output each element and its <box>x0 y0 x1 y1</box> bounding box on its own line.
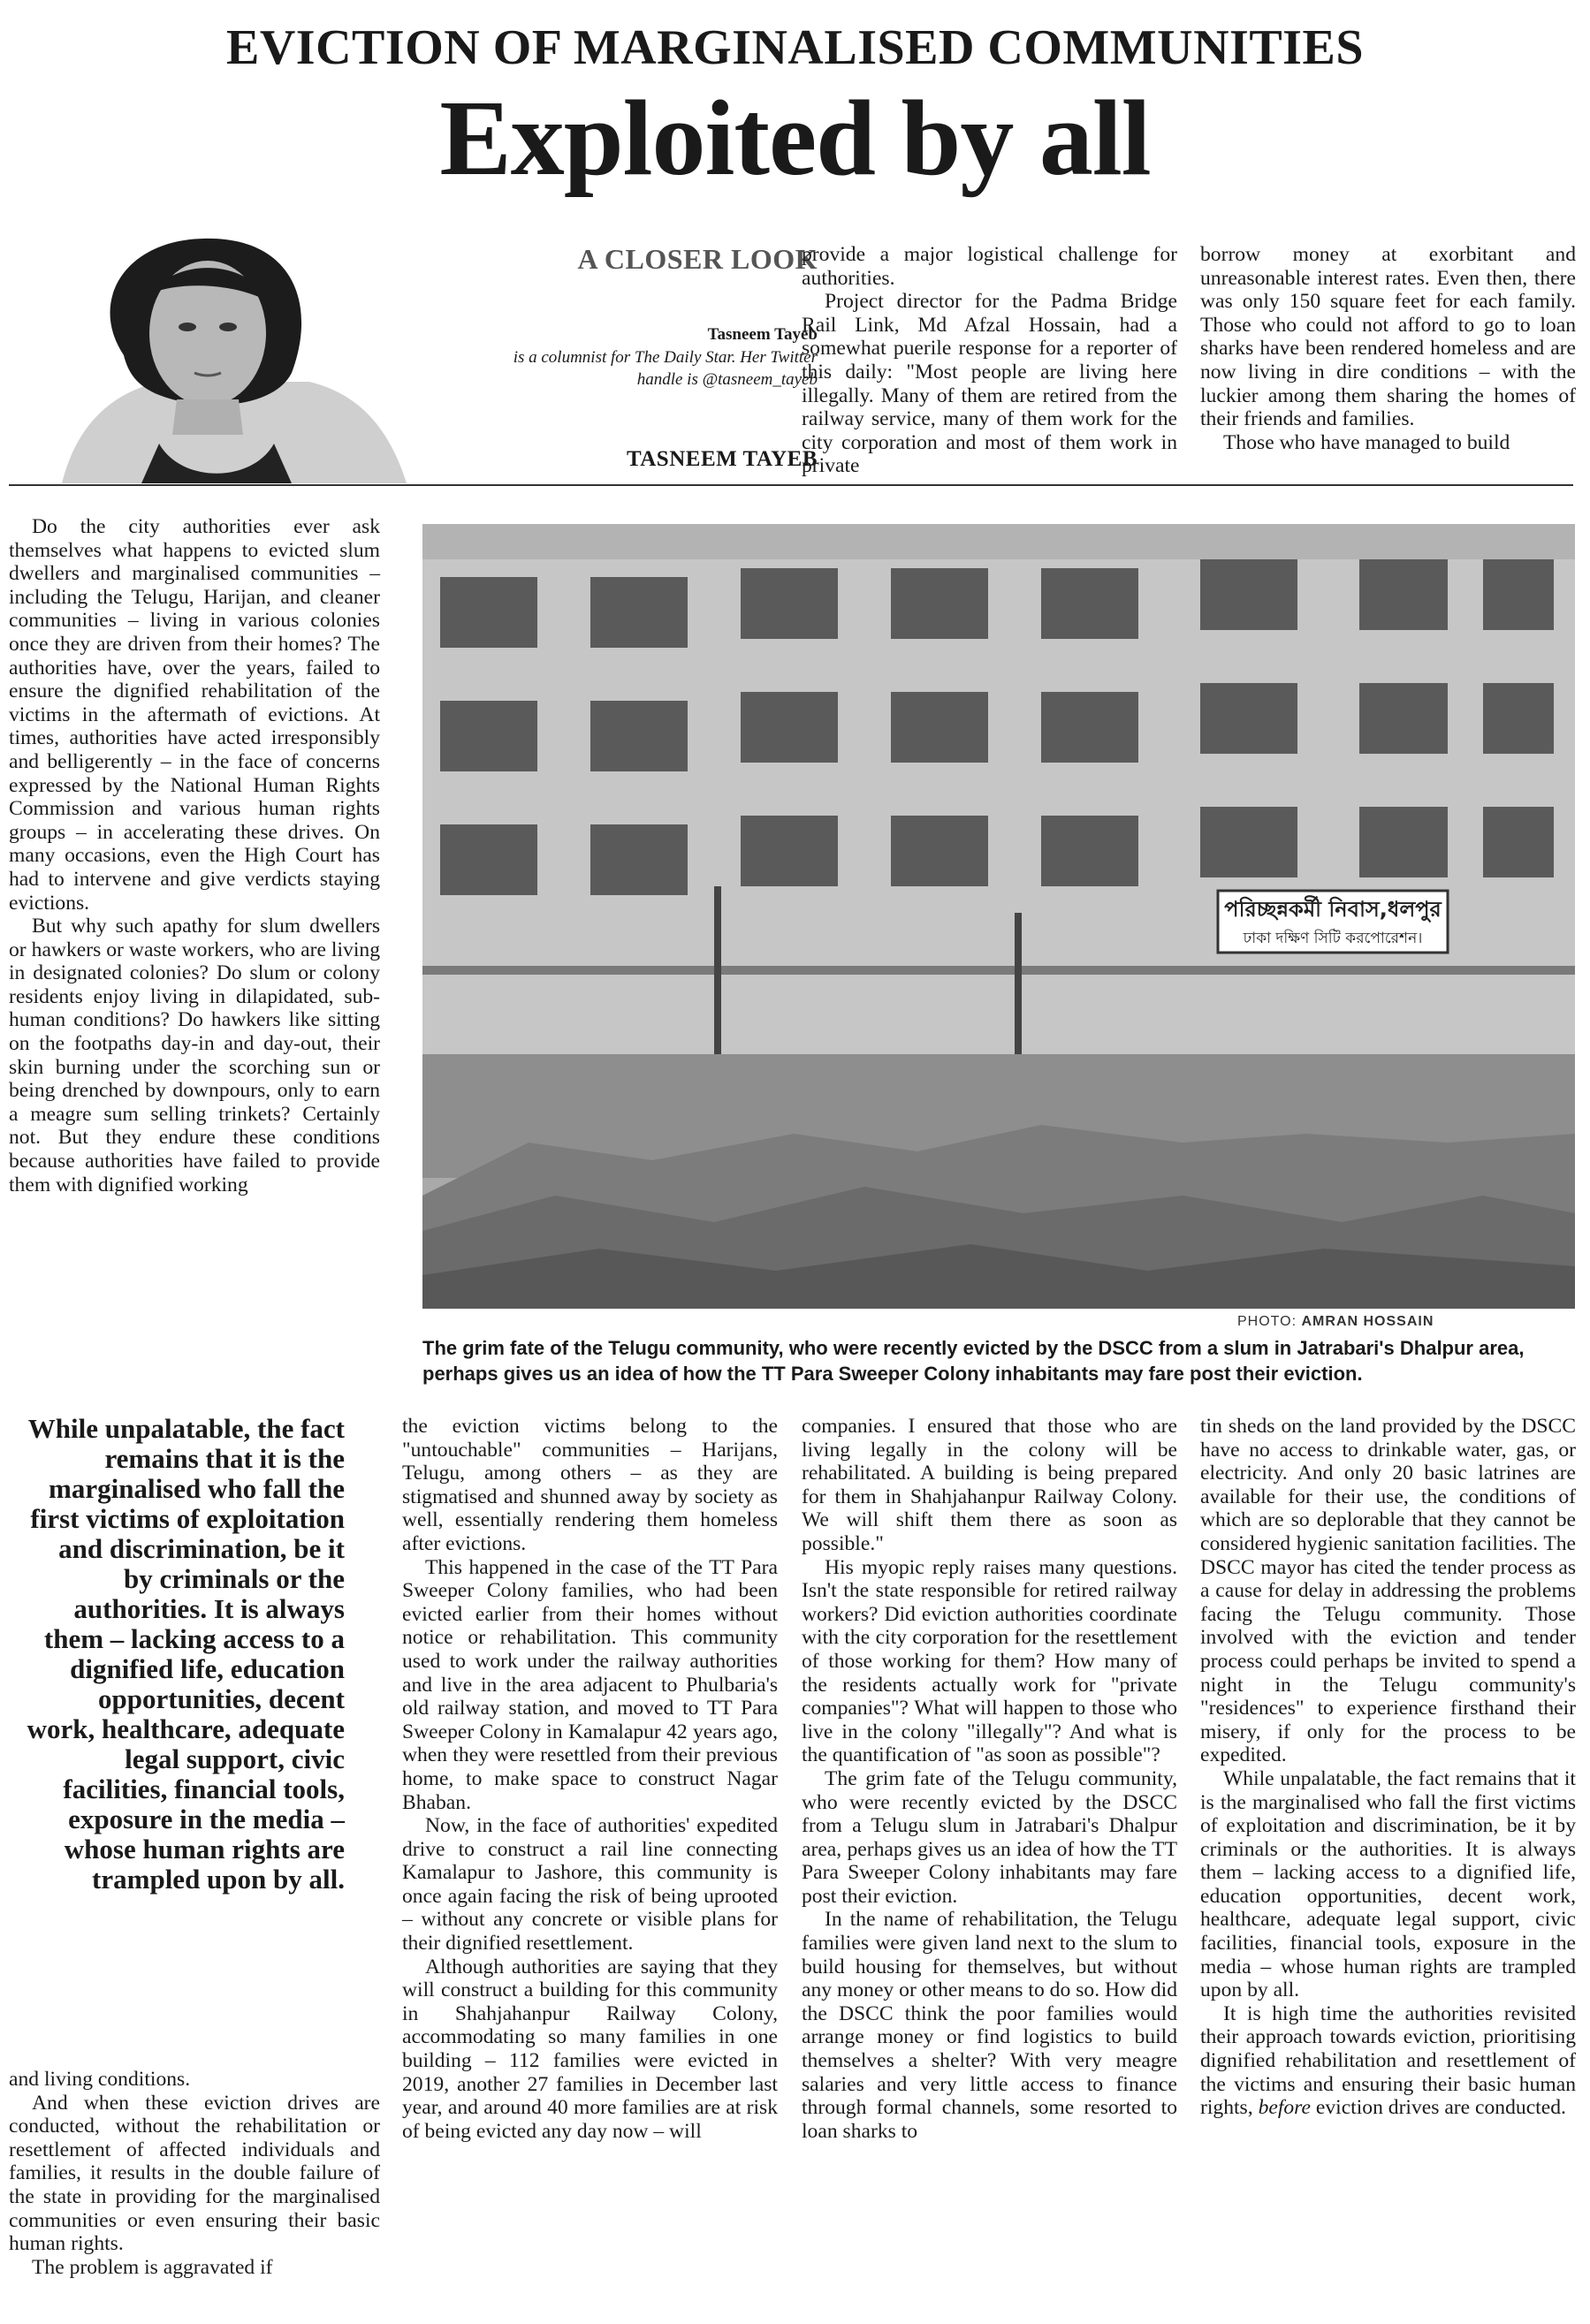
paragraph <box>1200 2002 1576 2120</box>
paragraph: and living conditions. <box>9 2068 191 2091</box>
paragraph: provide a major logistical challenge for authorities. <box>802 243 1177 290</box>
paragraph: Project director for the Padma Bridge Rail Link, Md Afzal Hossain, had a somewhat puerile response for a reporter of this daily: "Most people are living here illegally. Many of them are retired from the railway service, many of them work for the city corporation and most of them work in private <box>802 290 1177 478</box>
sign-line-2: ঢাকা দক্ষিণ সিটি করপোরেশন। <box>1243 930 1423 947</box>
column-4-top <box>1200 243 1576 454</box>
paragraph: But why such apathy for slum dwellers or hawkers or waste workers, who are living in designated colonies? Do slum or colony residents enjoy living in dilapidated, sub-human conditions? Do hawkers like sitting on the footpaths day-in and day-out, their skin burning under the scorching sun or being drenched by downpours, only to earn a meagre sum selling trinkets? Certainly not. But they endure these conditions because authorities have failed to provide them with dignified working <box>9 915 380 1196</box>
paragraph: tin sheds on the land provided by the DSCC have no access to drinkable water, gas, or electricity. And only 20 basic latrines are available for their use, the conditions of which are so deplorable that they cannot be considered hygienic sanitation facilities. The DSCC mayor has cited the tender process as a cause for delay in addressing the problems facing the Telugu community. Those involved with the eviction and tender process could perhaps be invited to spend a night in the Telugu community's "residences" to experience firsthand their misery, if only for the process to be expedited. <box>1200 1415 1576 1767</box>
headline: Exploited by all <box>439 79 1151 198</box>
news-photo <box>422 524 1575 1309</box>
paragraph: Now, in the face of authorities' expedited drive to construct a rail line connecting Kamalapur to Jashore, this community is once again facing the risk of being uprooted – without any concrete or visible plans for their dignified resettlement. <box>402 1814 778 1956</box>
paragraph: Those who have managed to build <box>1223 430 1510 454</box>
paragraph: The grim fate of the Telugu community, who were recently evicted by the DSCC from a Telugu slum in Jatrabari's Dhalpur area, perhaps gives us an idea of how the TT Para Sweeper Colony inhabitants may fare post their eviction. <box>802 1766 1177 1908</box>
section-label: A CLOSER LOOK <box>577 243 818 275</box>
column-3-top <box>802 243 1177 478</box>
column-4-lower <box>1200 1415 1576 2120</box>
text-run: It is high time the authorities revisited their approach towards eviction, prioritising dignified rehabilitation and resettlement of the victims and ensuring their basic human rights, <box>1200 2001 1576 2120</box>
sign-line-1: পরিচ্ছন্নকর্মী নিবাস,ধলপুর <box>1224 897 1442 922</box>
author-portrait <box>27 232 468 483</box>
photo-credit <box>1237 1314 1590 1330</box>
paragraph: the eviction victims belong to the "untouchable" communities – Harijans, Telugu, among others – as they are stigmatised and shunned away by society as well, essentially rendering them homeless after evictions. <box>402 1415 778 1555</box>
column-1-upper <box>9 515 380 1196</box>
photo-caption: The grim fate of the Telugu community, who were recently evicted by the DSCC from a slum in Jatrabari's Dhalpur area, perhaps gives us an idea of how the TT Para Sweeper Colony inhabitants may fare post their eviction. <box>422 1337 1525 1385</box>
paragraph: companies. I ensured that those who are living legally in the colony will be rehabilitated. A building is being prepared for them in Shahjahanpur Railway Colony. We will shift them there as soon as possible." <box>802 1415 1177 1555</box>
bio-text: is a columnist for The Daily Star. Her Twitter handle is @tasneem_tayeb <box>513 348 818 389</box>
emphasis: before <box>1258 2096 1311 2120</box>
column-3-lower <box>802 1415 1177 2143</box>
pull-quote: While unpalatable, the fact remains that it is the marginalised who fall the first victims of exploitation and discrimination, be it by criminals or the authorities. It is always them – lacking access to a dignified life, education opportunities, decent work, healthcare, adequate legal support, civic facilities, financial tools, exposure in the media – whose human rights are trampled upon by all. <box>27 1413 345 1895</box>
paragraph: While unpalatable, the fact remains that it is the marginalised who fall the first victims of exploitation and discrimination, be it by criminals or the authorities. It is always them – lacking access to a dignified life, education opportunities, decent work, healthcare, adequate legal support, civic facilities, financial tools, exposure in the media – whose human rights are trampled upon by all. <box>1200 1766 1576 2002</box>
paragraph: And when these eviction drives are conducted, without the rehabilitation or resettlement of affected individuals and families, it results in the double failure of the state in providing for the marginalised communities or even ensuring their basic human rights. <box>9 2091 380 2256</box>
byline: TASNEEM TAYEB <box>626 447 818 471</box>
paragraph: The problem is aggravated if <box>32 2255 273 2279</box>
photo-credit-label: PHOTO: <box>1237 1314 1297 1329</box>
column-1-lower <box>9 2068 380 2279</box>
text-run: eviction drives are conducted. <box>1315 2096 1566 2120</box>
paragraph: Do the city authorities ever ask themselves what happens to evicted slum dwellers and marginalised communities – including the Telugu, Harijan, and cleaner communities – living in various colonies once they are driven from their homes? The authorities have, over the years, failed to ensure the dignified rehabilitation of the victims in the aftermath of evictions. At times, authorities have acted irresponsibly and belligerently – in the face of concerns expressed by the National Human Rights Commission and various human rights groups – in accelerating these drives. On many occasions, even the High Court has had to intervene and give verdicts staying evictions. <box>9 515 380 915</box>
paragraph: borrow money at exorbitant and unreasonable interest rates. Even then, there was only 150 square feet for each family. Those who could not afford to go to loan sharks have been rendered homeless and are now living in dire conditions – with the luckier among them sharing the homes of their friends and families. <box>1200 243 1576 431</box>
photo-credit-name: AMRAN HOSSAIN <box>1301 1314 1434 1329</box>
bio-name: Tasneem Tayeb <box>707 325 818 344</box>
paragraph: His myopic reply raises many questions. Isn't the state responsible for retired railway workers? Did eviction authorities coordinate with the city corporation for the resettlement of those working for them? How many of the residents actually work for "private companies"? What will happen to those who live in the colony "illegally"? And what is the quantification of "as soon as possible"? <box>802 1555 1177 1767</box>
kicker: EVICTION OF MARGINALISED COMMUNITIES <box>226 20 1364 75</box>
paragraph: This happened in the case of the TT Para Sweeper Colony families, who had been evicted earlier from their homes without notice or rehabilitation. This community used to work under the railway authorities and live in the area adjacent to Phulbaria's old railway station, and moved to TT Para Sweeper Colony in Kamalapur 42 years ago, when they were resettled from their previous home, to make space to construct Nagar Bhaban. <box>402 1555 778 1814</box>
column-2-lower <box>402 1415 778 2143</box>
header-rule <box>9 484 1573 486</box>
paragraph: In the name of rehabilitation, the Telugu families were given land next to the slum to build housing for themselves, but without any money or other means to do so. How did the DSCC think the poor families would arrange money or find logistics to build themselves a shelter? With very meagre salaries and very little access to finance through formal channels, some resorted to loan sharks to <box>802 1908 1177 2143</box>
paragraph: Although authorities are saying that they will construct a building for this community in Shahjahanpur Railway Colony, accommodating so many families in one building – 112 families were evicted in 2019, another 27 families in December last year, and around 40 more families are at risk of being evicted any day now – will <box>402 1955 778 2143</box>
